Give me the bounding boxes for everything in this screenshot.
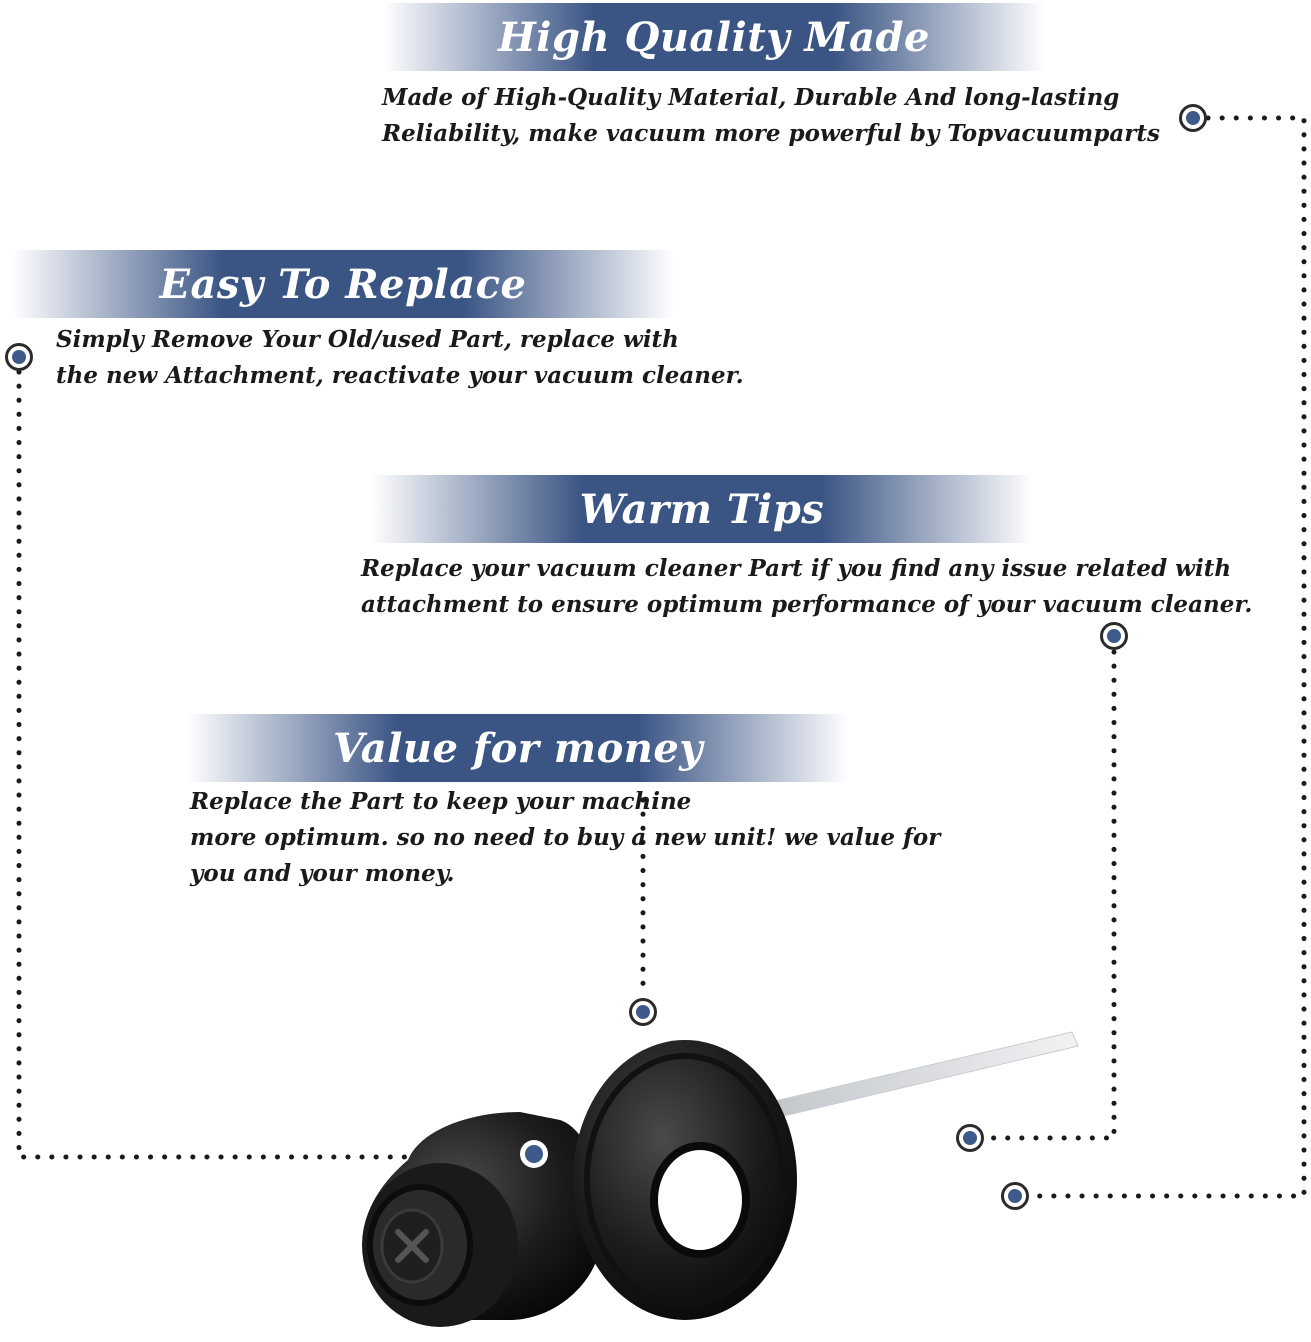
- value-line-3: you and your money.: [190, 860, 455, 887]
- quality-title: High Quality Made: [498, 13, 930, 61]
- replace-line-2: the new Attachment, reactivate your vacuum cleaner.: [56, 362, 744, 389]
- value-banner: [187, 714, 849, 782]
- value-title: Value for money: [332, 724, 704, 772]
- replace-title: Easy To Replace: [159, 260, 527, 308]
- tips-title: Warm Tips: [579, 485, 825, 533]
- product-illustration: [350, 1020, 1090, 1340]
- value-line-2: more optimum. so no need to buy a new unit! we value for: [190, 824, 941, 851]
- value-description: [190, 784, 940, 892]
- replace-line-1: Simply Remove Your Old/used Part, replace with: [56, 326, 679, 353]
- value-line-1: Replace the Part to keep your machine: [190, 788, 692, 815]
- replace-description: [56, 322, 744, 394]
- quality-banner: [383, 3, 1045, 71]
- tips-description: [361, 551, 1252, 623]
- tips-banner: [371, 475, 1033, 543]
- replace-banner: [12, 250, 674, 318]
- replace-marker-icon: [5, 343, 33, 371]
- quality-marker-icon: [1179, 104, 1207, 132]
- quality-description: [382, 80, 1160, 152]
- tips-line-2: attachment to ensure optimum performance of your vacuum cleaner.: [361, 591, 1253, 618]
- quality-line-2: Reliability, make vacuum more powerful by Topvacuumparts: [382, 120, 1160, 147]
- tips-marker-icon: [1100, 622, 1128, 650]
- quality-line-1: Made of High-Quality Material, Durable And long-lasting: [382, 84, 1120, 111]
- tips-line-1: Replace your vacuum cleaner Part if you find any issue related with: [361, 555, 1232, 582]
